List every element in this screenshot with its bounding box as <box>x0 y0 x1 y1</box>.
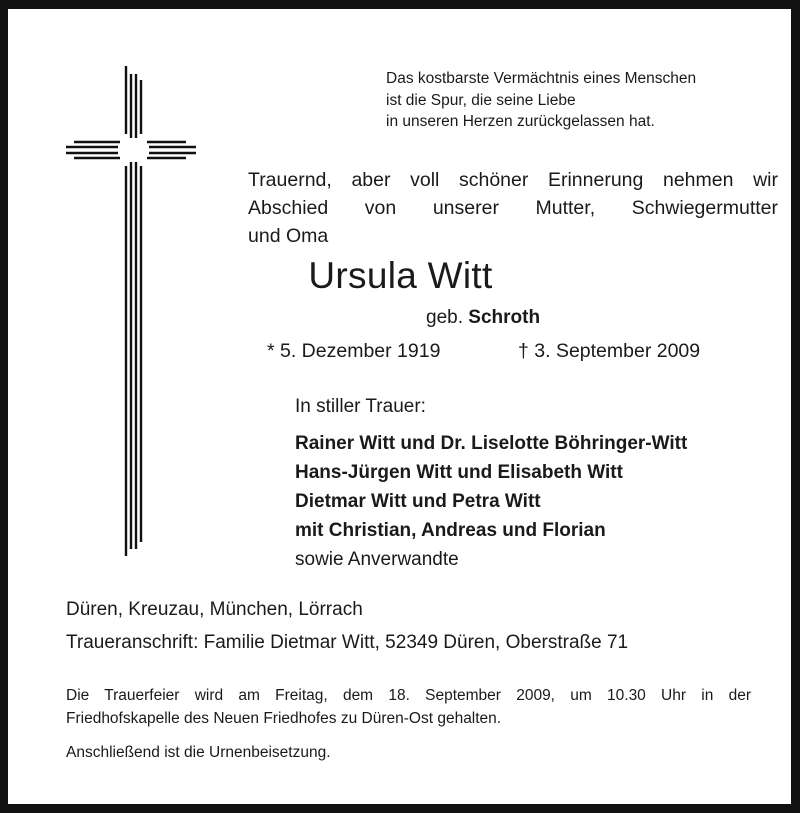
intro-line: Abschied von unserer Mutter, Schwiegermutter <box>248 197 778 219</box>
motto-line: Das kostbarste Vermächtnis eines Menschen <box>386 70 697 87</box>
mourning-address: Traueranschrift: Familie Dietmar Witt, 52349 Düren, Oberstraße 71 <box>66 632 629 653</box>
birth-name: Schroth <box>468 307 541 328</box>
service-line: Die Trauerfeier wird am Freitag, dem 18. September 2009, um 10.30 Uhr in der <box>66 687 751 704</box>
service-line: Friedhofskapelle des Neuen Friedhofes zu Düren-Ost gehalten. <box>66 709 502 727</box>
mourner-line: Dietmar Witt und Petra Witt <box>295 491 541 512</box>
life-dates <box>267 339 701 363</box>
mourner-line: Hans-Jürgen Witt und Elisabeth Witt <box>295 462 623 483</box>
mourners-heading: In stiller Trauer: <box>295 396 426 417</box>
funeral-service-notice <box>66 685 751 730</box>
motto-line: in unseren Herzen zurückgelassen hat. <box>386 113 655 130</box>
burial-notice: Anschließend ist die Urnenbeisetzung. <box>66 744 331 761</box>
intro-text <box>248 166 778 250</box>
cross-icon <box>60 64 210 564</box>
intro-line: und Oma <box>248 225 329 247</box>
birth-name-line <box>426 306 540 330</box>
motto-quote <box>386 68 696 133</box>
deceased-name: Ursula Witt <box>308 255 493 296</box>
motto-line: ist die Spur, die seine Liebe <box>386 91 576 109</box>
birth-name-prefix: geb. <box>426 307 463 328</box>
intro-line: Trauernd, aber voll schöner Erinnerung nehmen wir <box>248 169 778 191</box>
places-line: Düren, Kreuzau, München, Lörrach <box>66 599 363 620</box>
death-date: † 3. September 2009 <box>518 340 701 362</box>
relatives-line: sowie Anverwandte <box>295 549 459 570</box>
deceased-name-block <box>8 255 800 297</box>
birth-date: * 5. Dezember 1919 <box>267 340 441 362</box>
mourners-list <box>295 429 687 574</box>
mourner-line: Rainer Witt und Dr. Liselotte Böhringer-Witt <box>295 433 688 454</box>
mourner-line: mit Christian, Andreas und Florian <box>295 520 606 541</box>
